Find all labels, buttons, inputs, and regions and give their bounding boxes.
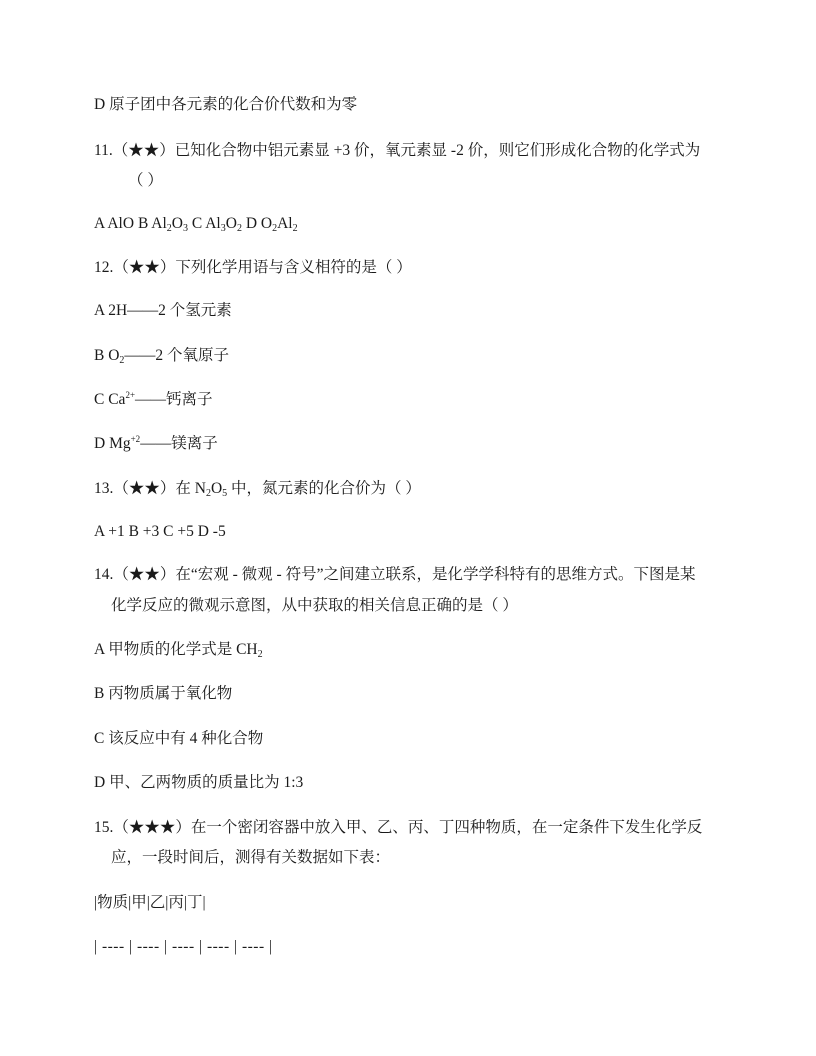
q15-table-header: |物质|甲|乙|丙|丁|	[94, 894, 206, 911]
q14-stem-cont: 化学反应的微观示意图，从中获取的相关信息正确的是（ ）	[111, 597, 518, 614]
q12-option-a: A 2H——2 个氢元素	[94, 302, 232, 319]
q12-option-b: B $O_2——2$ 个氧原子	[94, 347, 230, 366]
q14-option-a: A 甲物质的化学式是 $CH_2$	[94, 641, 263, 660]
q11-option-b: B $Al_2O_3$	[137, 215, 188, 234]
q11-stem: 11.（★★）已知化合物中铝元素显 +3 价，氧元素显 -2 价，则它们形成化合物的化学式为	[94, 142, 701, 159]
q11-option-a: A AlO	[94, 215, 135, 232]
q13-options: A +1 B +3 C +5 D -5	[94, 523, 226, 540]
q14-option-c: C 该反应中有 4 种化合物	[94, 730, 264, 747]
q10-option-d: D 原子团中各元素的化合价代数和为零	[94, 96, 358, 113]
q11-options	[94, 214, 298, 234]
q14-stem: 14.（★★）在“宏观 - 微观 - 符号”之间建立联系，是化学学科特有的思维方式。下图是某	[94, 566, 696, 583]
q13-stem: 13.（★★）在 $N_2O_5$ 中，氮元素的化合价为（ ）	[94, 480, 421, 499]
q12-stem: 12.（★★）下列化学用语与含义相符的是（ ）	[94, 259, 412, 276]
q15-stem: 15.（★★★）在一个密闭容器中放入甲、乙、丙、丁四种物质，在一定条件下发生化学反	[94, 819, 703, 836]
q12-option-d: D $Mg^{+2}——$镁离子	[94, 434, 218, 452]
q15-stem-cont: 应，一段时间后，测得有关数据如下表：	[111, 849, 391, 866]
q11-stem-cont: （ ）	[128, 172, 163, 189]
q12-option-c: C $Ca^{2+}——$钙离子	[94, 390, 213, 408]
q14-option-b: B 丙物质属于氧化物	[94, 685, 233, 702]
q11-option-d: D $O_2Al_2$	[245, 215, 298, 234]
q11-option-c: C $Al_3O_2$	[191, 215, 242, 234]
q14-option-d: D 甲、乙两物质的质量比为 1:3	[94, 774, 304, 791]
q15-table-separator: | ---- | ---- | ---- | ---- | ---- |	[94, 938, 273, 955]
